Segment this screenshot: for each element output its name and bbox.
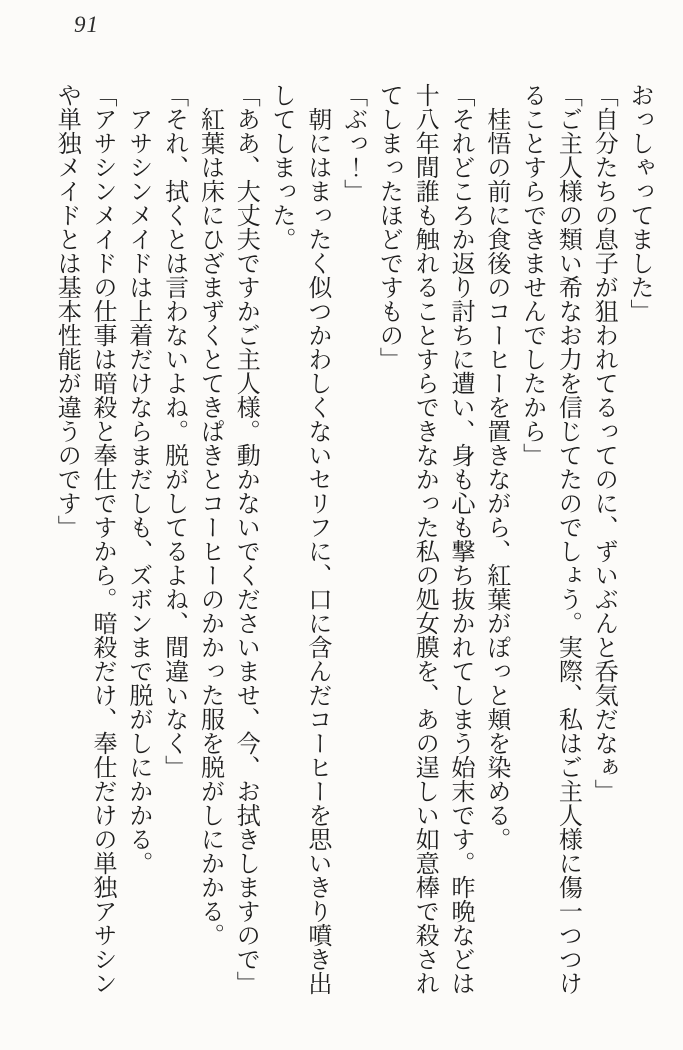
text-column: してしまった。 <box>268 83 295 251</box>
text-column: 「ご主人様の類い希なお力を信じてたのでしょう。実際、私はご主人様に傷一つつけ <box>554 83 581 995</box>
text-column: 「それどころか返り討ちに遭い、身も心も撃ち抜かれてしまう始末です。昨晩などは <box>447 83 474 995</box>
text-column: 朝にはまったく似つかわしくないセリフに、口に含んだコーヒーを思いきり噴き出 <box>303 83 330 995</box>
text-column: 「アサシンメイドの仕事は暗殺と奉仕ですから。暗殺だけ、奉仕だけの単独アサシン <box>89 83 116 995</box>
text-column: ることすらできませんでしたから」 <box>518 83 545 467</box>
text-column: 桂悟の前に食後のコーヒーを置きながら、紅葉がぽっと頬を染める。 <box>482 83 509 851</box>
text-column: 「それ、拭くとは言わないよね。脱がしてるよね、間違いなく」 <box>160 83 187 779</box>
text-column: おっしゃってました」 <box>626 83 652 323</box>
text-column: 紅葉は床にひざまずくとてきぱきとコーヒーのかかった服を脱がしにかかる。 <box>196 83 223 947</box>
text-column: 「ああ、大丈夫ですかご主人様。動かないでくださいませ、今、お拭きしますので」 <box>232 83 259 995</box>
text-column: や単独メイドとは基本性能が違うのです」 <box>53 83 80 539</box>
text-column: 「自分たちの息子が狙われてるってのに、ずいぶんと呑気だなぁ」 <box>590 83 617 803</box>
text-column: 十八年間誰も触れることすらできなかった私の処女膜を、あの逞しい如意棒で殺され <box>411 83 438 995</box>
page-number: 91 <box>74 12 99 37</box>
text-column: 「ぶっ！」 <box>339 83 366 203</box>
text-area <box>47 83 656 997</box>
text-column: てしまったほどですもの」 <box>375 83 402 371</box>
text-column: アサシンメイドは上着だけならまだしも、ズボンまで脱がしにかかる。 <box>124 83 151 875</box>
